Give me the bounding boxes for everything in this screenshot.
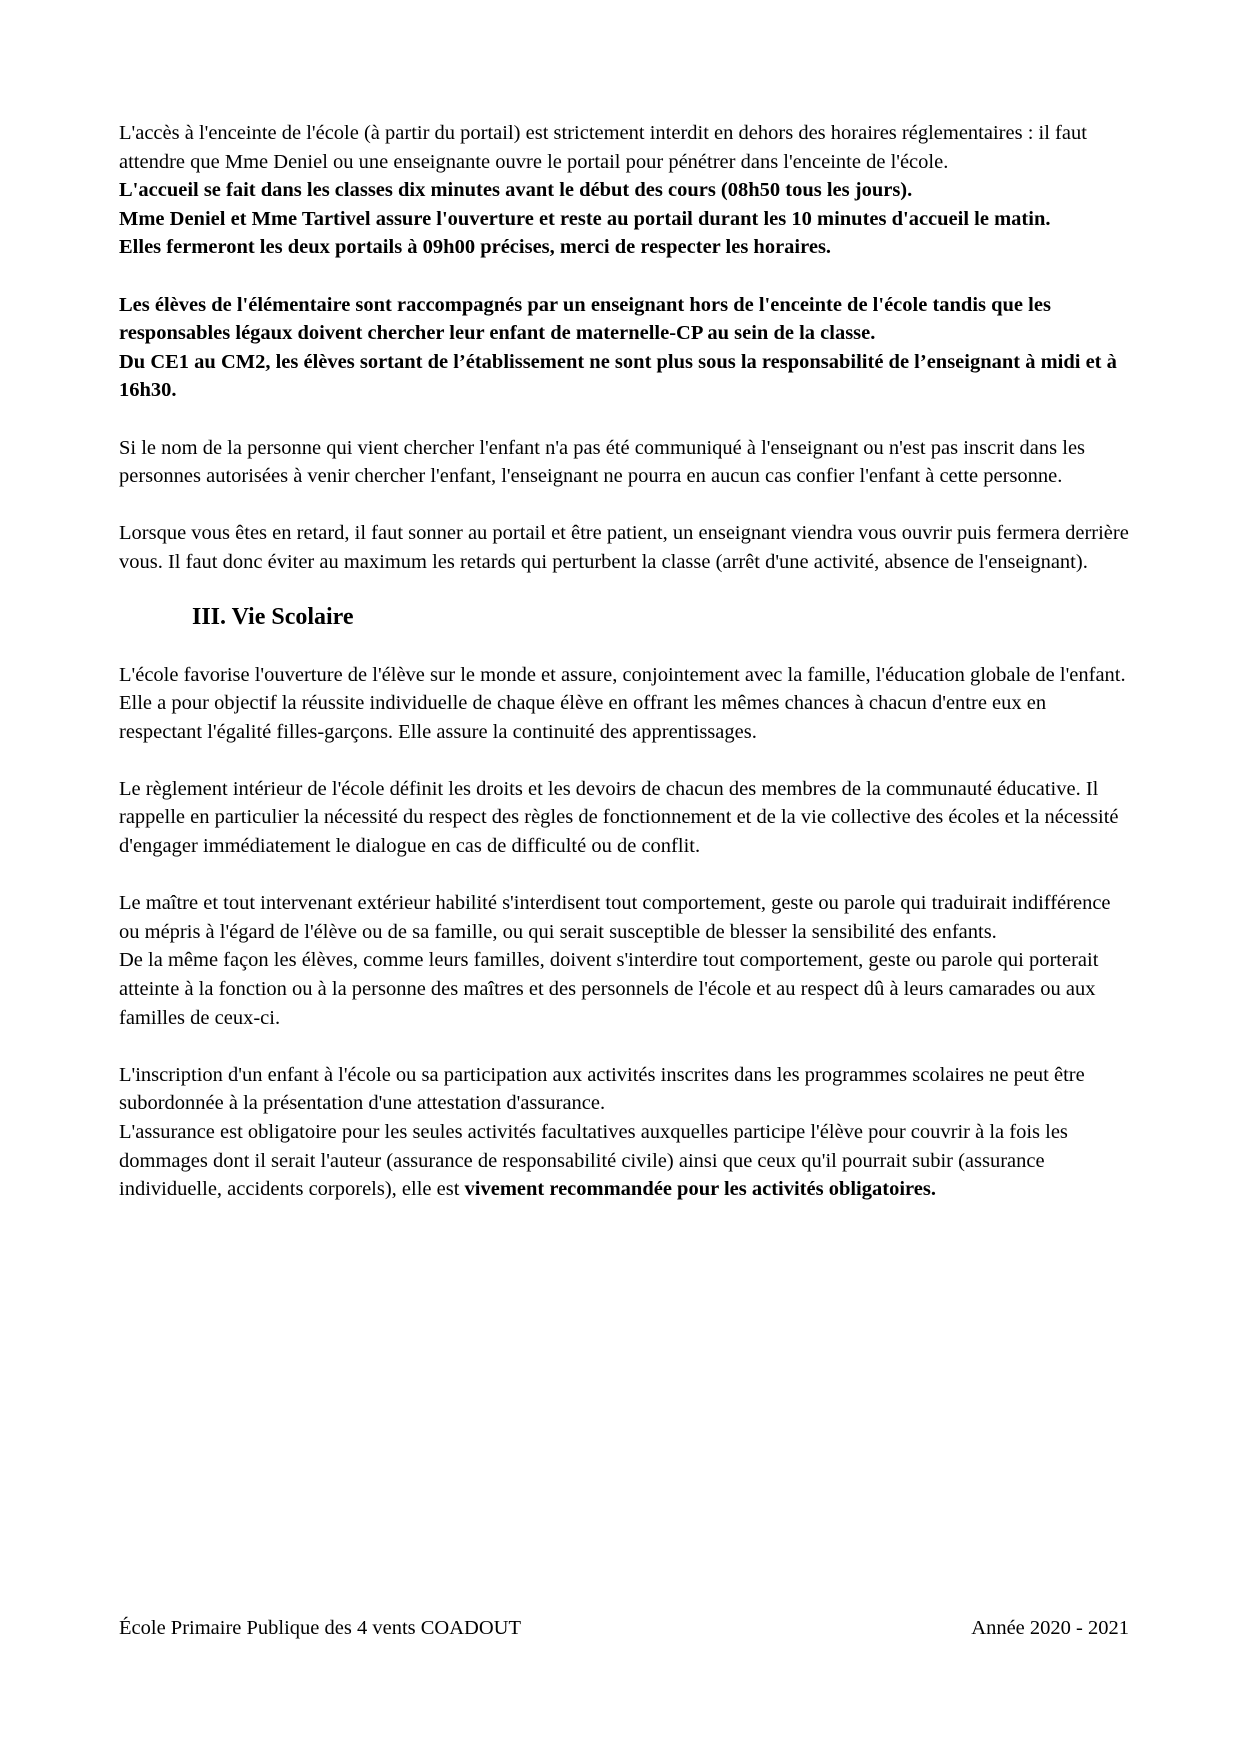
footer-school-year: Année 2020 - 2021 — [971, 1617, 1129, 1639]
pickup-paragraph: Les élèves de l'élémentaire sont raccompagnés par un enseignant hors de l'enceinte de l'école tandis que les responsables légaux doivent chercher leur enfant de maternelle-CP au sein de la classe. — [119, 293, 1051, 345]
spacer — [119, 405, 1129, 434]
spacer — [119, 861, 1129, 890]
page-footer — [119, 1614, 1129, 1642]
gate-closing-paragraph: Elles fermeront les deux portails à 09h00 précises, merci de respecter les horaires. — [119, 236, 832, 259]
access-paragraph: L'accès à l'enceinte de l'école (à partir du portail) est strictement interdit en dehors des horaires réglementaires : il faut attendre que Mme Deniel ou une enseignante ouvre le portail pour pénétrer dans l'enceinte de l'école. — [119, 122, 1087, 173]
insurance-paragraph — [119, 1118, 1129, 1204]
spacer — [119, 262, 1129, 291]
spacer — [119, 491, 1129, 520]
teacher-conduct-paragraph: Le maître et tout intervenant extérieur habilité s'interdisent tout comportement, geste ou parole qui traduirait indifférence ou mépris à l'égard de l'élève ou de sa famille, ou qui serait susceptible de blesser la sensibilité des enfants. — [119, 892, 1111, 943]
school-mission-paragraph: L'école favorise l'ouverture de l'élève sur le monde et assure, conjointement avec la famille, l'éducation globale de l'enfant. Elle a pour objectif la réussite individuelle de chaque élève en offrant les mêmes chances à chacun d'entre eux en respectant l'égalité filles-garçons. Elle assure la continuité des apprentissages. — [119, 663, 1126, 743]
enrollment-insurance-paragraph: L'inscription d'un enfant à l'école ou sa participation aux activités inscrites dans les programmes scolaires ne peut être subordonnée à la présentation d'une attestation d'assurance. — [119, 1063, 1085, 1115]
spacer — [119, 1032, 1129, 1061]
authorized-person-paragraph: Si le nom de la personne qui vient chercher l'enfant n'a pas été communiqué à l'enseignant ou n'est pas inscrit dans les personnes autorisées à venir chercher l'enfant, l'enseignant ne pourra en aucun cas confier l'enfant à cette personne. — [119, 436, 1086, 488]
section-heading: III. Vie Scolaire — [192, 603, 354, 630]
insurance-text: L'assurance est obligatoire pour les seules activités facultatives auxquelles participe l'élève pour couvrir à la fois les dommages dont il serait l'auteur (assurance de responsabilité civile) ainsi que ceux qu'il pourrait subir (assurance individuelle, accidents corporels), elle est — [119, 1121, 1068, 1201]
responsibility-paragraph: Du CE1 au CM2, les élèves sortant de l’établissement ne sont plus sous la responsabilité de l’enseignant à midi et à 16h30. — [119, 350, 1117, 402]
rules-paragraph: Le règlement intérieur de l'école définit les droits et les devoirs de chacun des membres de la communauté éducative. Il rappelle en particulier la nécessité du respect des règles de fonctionnement et de la vie collective des écoles et la nécessité d'engager immédiatement le dialogue en cas de difficulté ou de conflit. — [119, 777, 1119, 858]
welcome-time-paragraph: L'accueil se fait dans les classes dix minutes avant le début des cours (08h50 tous les jours). — [119, 179, 913, 202]
spacer — [119, 746, 1129, 775]
document-body — [119, 119, 1129, 1204]
footer-school-name: École Primaire Publique des 4 vents COADOUT — [119, 1617, 521, 1639]
student-conduct-paragraph: De la même façon les élèves, comme leurs familles, doivent s'interdire tout comportement, geste ou parole qui porterait atteinte à la fonction ou à la personne des maîtres et des personnels de l'école et au respect dû à leurs camarades ou aux familles de ceux-ci. — [119, 949, 1099, 1029]
insurance-recommendation: vivement recommandée pour les activités obligatoires. — [464, 1178, 936, 1201]
gate-opening-paragraph: Mme Deniel et Mme Tartivel assure l'ouverture et reste au portail durant les 10 minutes d'accueil le matin. — [119, 207, 1051, 230]
late-arrival-paragraph: Lorsque vous êtes en retard, il faut sonner au portail et être patient, un enseignant viendra vous ouvrir puis fermera derrière vous. Il faut donc éviter au maximum les retards qui perturbent la classe (arrêt d'une activité, absence de l'enseignant). — [119, 522, 1129, 573]
